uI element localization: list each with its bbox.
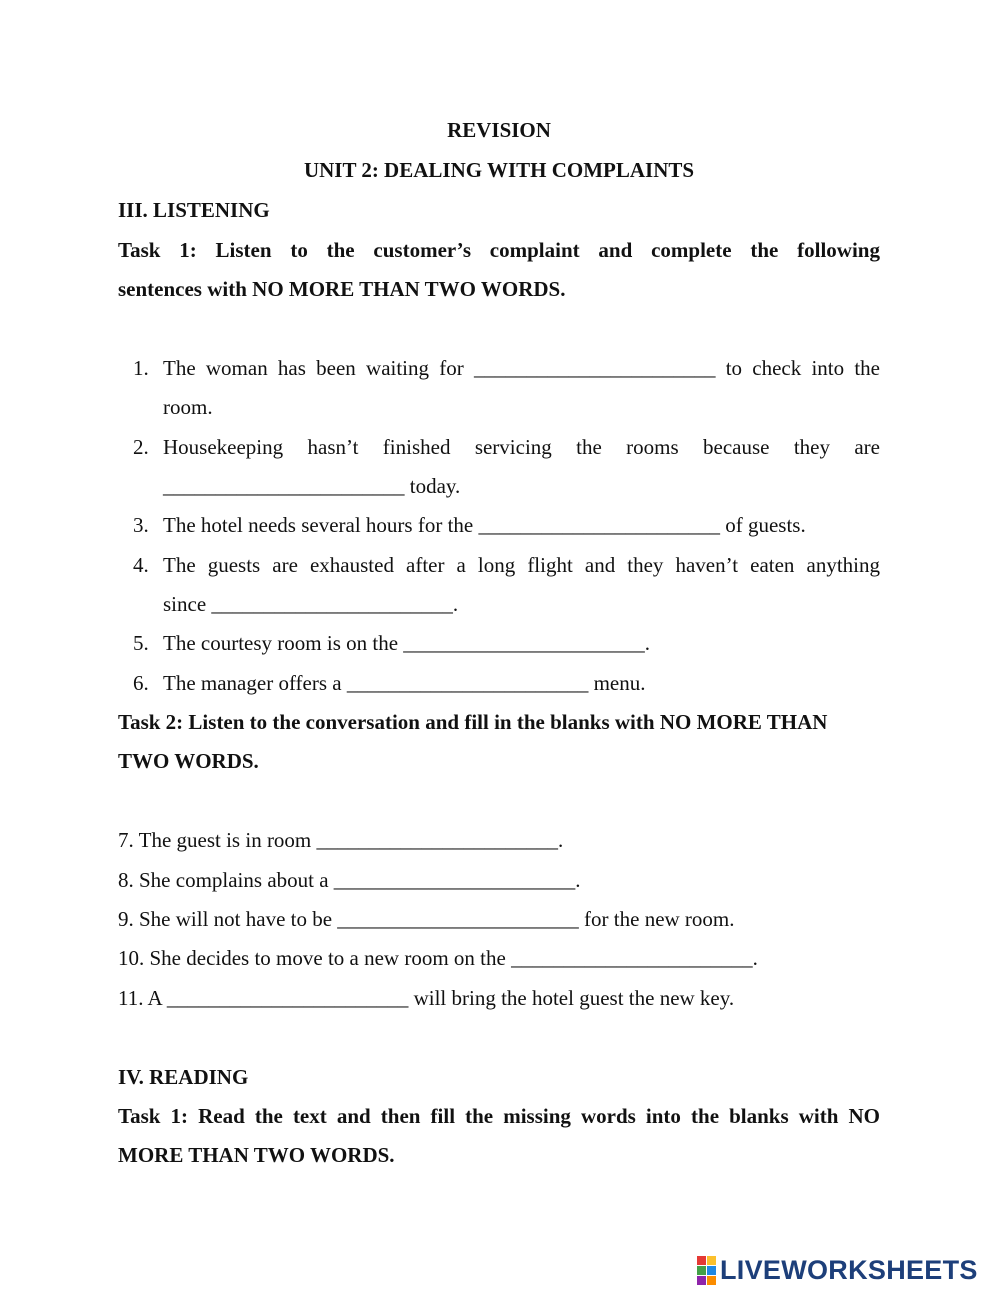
section-heading-reading: IV. READING <box>118 1065 249 1089</box>
item-text-line1: The courtesy room is on the _______________________. <box>163 631 651 655</box>
item-text-line1: The hotel needs several hours for the _______________________ of guests. <box>163 513 806 537</box>
question-7: 7. The guest is in room _______________________. <box>118 828 564 852</box>
task1-instruction-line1: Task 1: Listen to the customer’s complaint and complete the following <box>118 238 880 262</box>
item-text-line1: The manager offers a _______________________ menu. <box>163 671 646 695</box>
question-8: 8. She complains about a _______________________. <box>118 868 581 892</box>
question-10: 10. She decides to move to a new room on the _______________________. <box>118 946 758 970</box>
item-number: 3. <box>133 513 149 537</box>
reading-task1-instruction-line2: MORE THAN TWO WORDS. <box>118 1143 395 1167</box>
task2-instruction-line1: Task 2: Listen to the conversation and fill in the blanks with NO MORE THAN <box>118 710 828 734</box>
item-number: 1. <box>133 356 149 380</box>
section-heading-listening: III. LISTENING <box>118 198 270 222</box>
item-text-line1: Housekeeping hasn’t finished servicing the rooms because they are <box>163 435 880 459</box>
question-9: 9. She will not have to be _______________________ for the new room. <box>118 907 735 931</box>
task1-instruction-line2: sentences with NO MORE THAN TWO WORDS. <box>118 277 566 301</box>
liveworksheets-logo[interactable] <box>697 1253 997 1287</box>
item-text-line2: _______________________ today. <box>163 474 461 498</box>
item-number: 6. <box>133 671 149 695</box>
item-number: 4. <box>133 553 149 577</box>
task2-instruction-line2: TWO WORDS. <box>118 749 259 773</box>
item-text-line2: room. <box>163 395 213 419</box>
item-text-line1: The woman has been waiting for _______________________ to check into the <box>163 356 880 380</box>
item-text-line1: The guests are exhausted after a long flight and they haven’t eaten anything <box>163 553 880 577</box>
item-number: 2. <box>133 435 149 459</box>
page-title: REVISION <box>447 118 551 142</box>
item-number: 5. <box>133 631 149 655</box>
logo-mark-icon <box>697 1256 716 1285</box>
item-text-line2: since _______________________. <box>163 592 459 616</box>
question-11: 11. A _______________________ will bring the hotel guest the new key. <box>118 986 735 1010</box>
reading-task1-instruction-line1: Task 1: Read the text and then fill the missing words into the blanks with NO <box>118 1104 880 1128</box>
logo-text: LIVEWORKSHEETS <box>720 1254 978 1285</box>
unit-title: UNIT 2: DEALING WITH COMPLAINTS <box>303 158 695 182</box>
